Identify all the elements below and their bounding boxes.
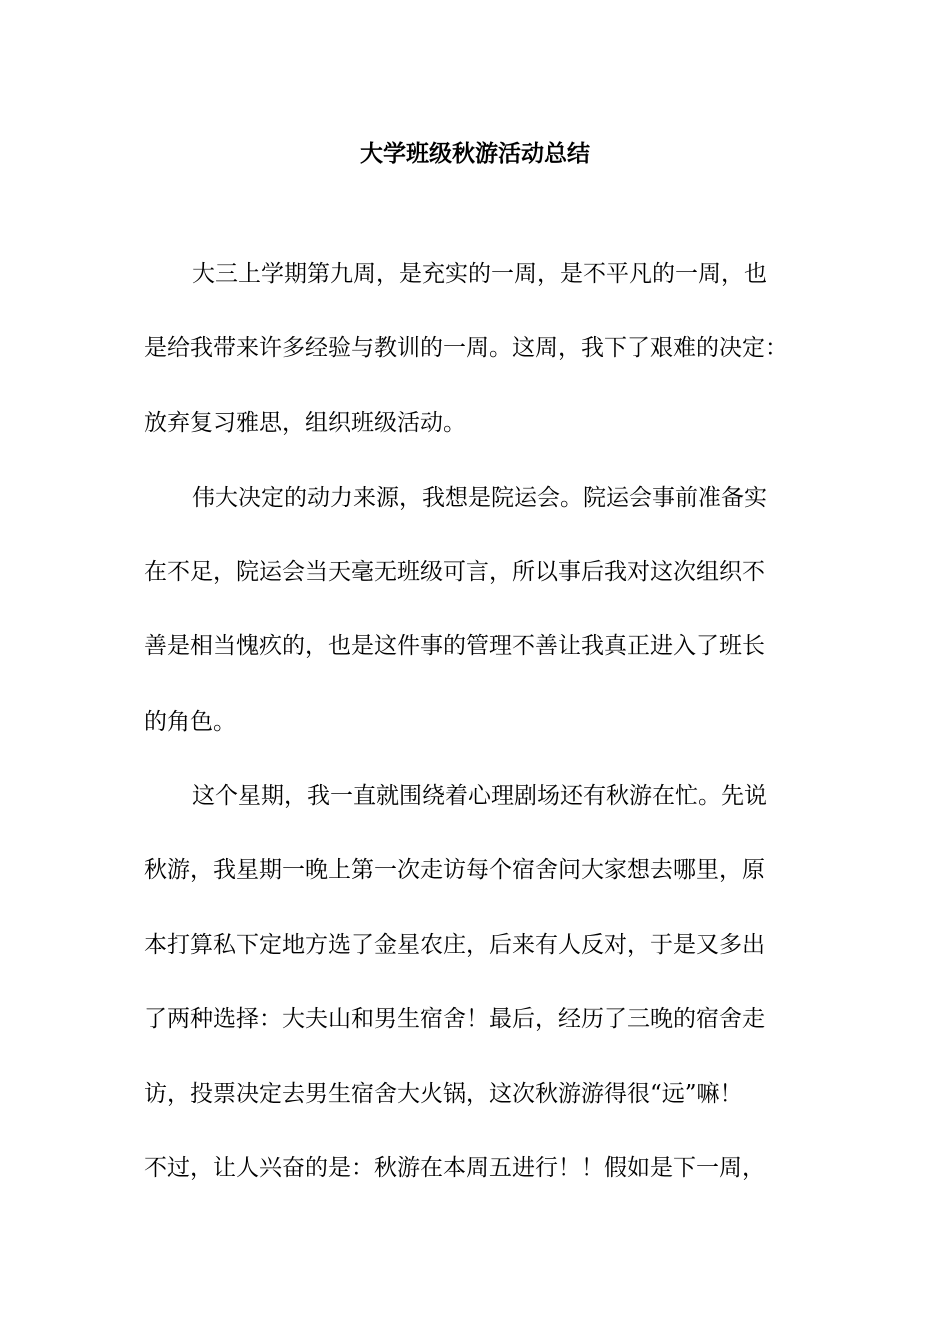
paragraph-3-line-4: 了两种选择：大夫山和男生宿舍！最后，经历了三晚的宿舍走	[144, 1006, 765, 1032]
paragraph-3-line-6: 不过，让人兴奋的是：秋游在本周五进行！！假如是下一周，	[144, 1155, 765, 1181]
paragraph-2-line-1: 伟大决定的动力来源，我想是院运会。院运会事前准备实	[192, 485, 767, 511]
paragraph-2-line-3: 善是相当愧疚的，也是这件事的管理不善让我真正进入了班长	[144, 633, 765, 659]
paragraph-3-line-2: 秋游，我星期一晚上第一次走访每个宿舍问大家想去哪里，原	[144, 857, 765, 883]
paragraph-1-line-2: 是给我带来许多经验与教训的一周。这周，我下了艰难的决定：	[144, 335, 788, 361]
paragraph-3-line-3: 本打算私下定地方选了金星农庄，后来有人反对，于是又多出	[144, 932, 765, 958]
paragraph-2-line-4: 的角色。	[144, 709, 236, 735]
paragraph-1-line-3: 放弃复习雅思，组织班级活动。	[144, 410, 466, 436]
paragraph-3-line-5: 访，投票决定去男生宿舍大火锅，这次秋游游得很“远”嘛！	[144, 1081, 743, 1107]
paragraph-2-line-2: 在不足，院运会当天毫无班级可言，所以事后我对这次组织不	[144, 559, 765, 585]
document-title: 大学班级秋游活动总结	[360, 140, 590, 167]
paragraph-3-line-1: 这个星期，我一直就围绕着心理剧场还有秋游在忙。先说	[192, 783, 767, 809]
paragraph-1-line-1: 大三上学期第九周，是充实的一周，是不平凡的一周，也	[192, 261, 767, 287]
